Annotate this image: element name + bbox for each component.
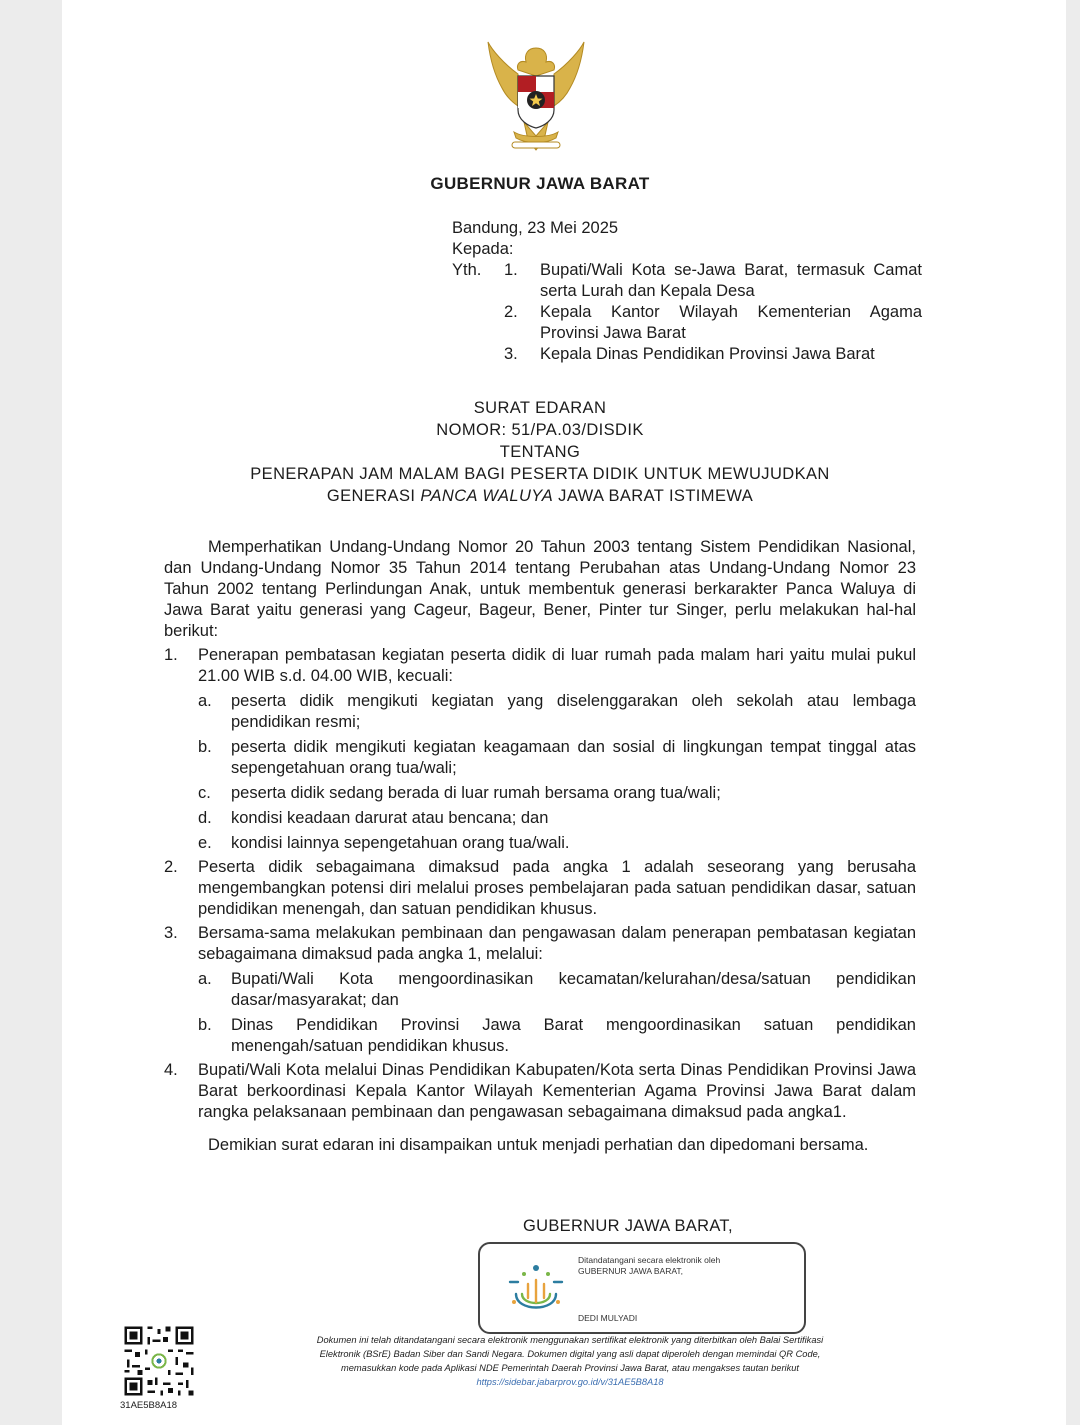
closing-paragraph: Demikian surat edaran ini disampaikan untuk menjadi perhatian dan dipedomani bersama.: [208, 1136, 869, 1154]
recipient-row: [452, 260, 922, 302]
list-item-text: Penerapan pembatasan kegiatan peserta didik di luar rumah pada malam hari yaitu mulai pukul 21.00 WIB s.d. 04.00 WIB, kecuali:: [198, 646, 916, 685]
verification-link[interactable]: https://sidebar.jabarprov.go.id/v/31AE5B8A18: [476, 1377, 664, 1387]
list-item: 2. Peserta didik sebagaimana dimaksud pada angka 1 adalah seseorang yang berusaha mengembangkan potensi diri melalui proses pembelajaran pada satuan pendidikan dasar, satuan pendidikan menengah, dan satuan pendidikan khusus.: [164, 858, 916, 918]
qr-code-label: 31AE5B8A18: [120, 1400, 178, 1411]
recipient-number: 2.: [504, 303, 518, 321]
list-item-text: Bupati/Wali Kota melalui Dinas Pendidikan Kabupaten/Kota serta Dinas Pendidikan Provinsi Jawa Barat berkoordinasi Kepala Kantor Wilayah Kementerian Agama Provinsi Jawa Barat dalam rangka pelaksanaan pembinaan dan pengawasan sebagaimana dimaksud pada angka1.: [198, 1061, 916, 1121]
heading-number: NOMOR: 51/PA.03/DISDIK: [436, 421, 644, 439]
footer-line: Dokumen ini telah ditandatangani secara elektronik menggunakan sertifikat elektronik yang diterbitkan oleh Balai Sertifikasi: [316, 1335, 824, 1345]
heading-subject: PENERAPAN JAM MALAM BAGI PESERTA DIDIK UNTUK MEWUJUDKAN: [250, 465, 830, 483]
heading-line: SURAT EDARAN: [473, 399, 607, 417]
list-item: 1. Penerapan pembatasan kegiatan peserta didik di luar rumah pada malam hari yaitu mulai pukul 21.00 WIB s.d. 04.00 WIB, kecuali: a. peserta didik mengikuti kegiatan yang diselenggarakan oleh sekolah atau lembaga pendidikan resmi; b. peserta didik mengikuti kegiatan keagamaan dan sosial di lingkungan tempat tinggal atas sepengetahuan orang tua/wali; c. peserta didik sedang berada di luar rumah bersama orang tua/wali; d. kondisi keadaan darurat atau bencana; dan e. kondisi lainnya sepengetahuan orang tua/wali.: [164, 646, 916, 852]
recipient-number: 3.: [504, 345, 518, 363]
bsre-logo-icon: [494, 1248, 578, 1328]
recipient-text: Kepala Dinas Pendidikan Provinsi Jawa Barat: [540, 345, 875, 363]
recipient-number: 1.: [504, 261, 518, 279]
to-label: Kepada:: [452, 240, 514, 258]
sub-item: d. kondisi keadaan darurat atau bencana; dan: [198, 809, 549, 827]
footer-line: memasukkan kode pada Aplikasi NDE Pemerintah Daerah Provinsi Jawa Barat, atau mengakses tautan berikut: [340, 1363, 800, 1373]
yth-label: Yth.: [452, 261, 482, 279]
list-item-text: Peserta didik sebagaimana dimaksud pada angka 1 adalah seseorang yang berusaha mengembangkan potensi diri melalui proses pembelajaran pada satuan pendidikan dasar, satuan pendidikan menengah, dan satuan pendidikan khusus.: [198, 858, 916, 918]
letter-body: [164, 537, 916, 1156]
recipient-row: [452, 302, 922, 344]
intro-paragraph: Memperhatikan Undang-Undang Nomor 20 Tahun 2003 tentang Sistem Pendidikan Nasional, dan Undang-Undang Nomor 35 Tahun 2014 tentang Perubahan atas Undang-Undang Nomor 23 Tahun 2002 tentang Perlindungan Anak, untuk membentuk generasi berkarakter Panca Waluya di Jawa Barat yaitu generasi yang Cageur, Bageur, Bener, Pinter tur Singer, perlu melakukan hal-hal berikut:: [164, 538, 916, 640]
recipient-text: Kepala Kantor Wilayah Kementerian Agama Provinsi Jawa Barat: [540, 303, 922, 342]
signer-name: DEDI MULYADI: [578, 1313, 638, 1323]
garuda-emblem-icon: [484, 40, 588, 158]
signer-title: GUBERNUR JAWA BARAT,: [523, 1217, 733, 1235]
sub-item: e. kondisi lainnya sepengetahuan orang tua/wali.: [198, 834, 570, 852]
list-item-text: Bersama-sama melakukan pembinaan dan pengawasan dalam penerapan pembatasan kegiatan sebagaimana dimaksud pada angka 1, melalui:: [198, 924, 916, 963]
sub-item: c. peserta didik sedang berada di luar rumah bersama orang tua/wali;: [198, 784, 721, 802]
sub-item: a. peserta didik mengikuti kegiatan yang diselenggarakan oleh sekolah atau lembaga pendidikan resmi;: [198, 692, 916, 731]
list-item: 4. Bupati/Wali Kota melalui Dinas Pendidikan Kabupaten/Kota serta Dinas Pendidikan Provinsi Jawa Barat berkoordinasi Kepala Kantor Wilayah Kementerian Agama Provinsi Jawa Barat dalam rangka pelaksanaan pembinaan dan pengawasan sebagaimana dimaksud pada angka1.: [164, 1061, 916, 1121]
letter-meta: [452, 218, 922, 365]
sub-item: b. Dinas Pendidikan Provinsi Jawa Barat mengoordinasikan satuan pendidikan menengah/satuan pendidikan khusus.: [198, 1016, 916, 1055]
footer-line: Elektronik (BSrE) Badan Siber dan Sandi Negara. Dokumen digital yang asli dapat diperoleh dengan memindai QR Code,: [319, 1349, 821, 1359]
place-date: Bandung, 23 Mei 2025: [452, 219, 619, 237]
circular-heading: [0, 397, 1080, 507]
letterhead-title: GUBERNUR JAWA BARAT: [430, 174, 650, 193]
heading-line: TENTANG: [499, 443, 581, 461]
recipient-text: Bupati/Wali Kota se-Jawa Barat, termasuk Camat serta Lurah dan Kepala Desa: [540, 261, 922, 300]
signed-electronically-text: Ditandatangani secara elektronik oleh GUBERNUR JAWA BARAT,: [578, 1255, 721, 1276]
qr-code-icon[interactable]: [122, 1324, 196, 1398]
heading-subject: GENERASI PANCA WALUYA JAWA BARAT ISTIMEWA: [326, 487, 754, 505]
sub-item: b. peserta didik mengikuti kegiatan keagamaan dan sosial di lingkungan tempat tinggal atas sepengetahuan orang tua/wali;: [198, 738, 916, 777]
document-footer: [214, 1333, 926, 1389]
sub-item: a. Bupati/Wali Kota mengoordinasikan kecamatan/kelurahan/desa/satuan pendidikan dasar/masyarakat; dan: [198, 970, 916, 1009]
recipient-row: [452, 344, 922, 365]
list-item: 3. Bersama-sama melakukan pembinaan dan pengawasan dalam penerapan pembatasan kegiatan sebagaimana dimaksud pada angka 1, melalui: a. Bupati/Wali Kota mengoordinasikan kecamatan/kelurahan/desa/satuan pendidikan dasar/masyarakat; dan b. Dinas Pendidikan Provinsi Jawa Barat mengoordinasikan satuan pendidikan menengah/satuan pendidikan khusus.: [164, 924, 916, 1055]
electronic-signature-box: [478, 1242, 806, 1334]
